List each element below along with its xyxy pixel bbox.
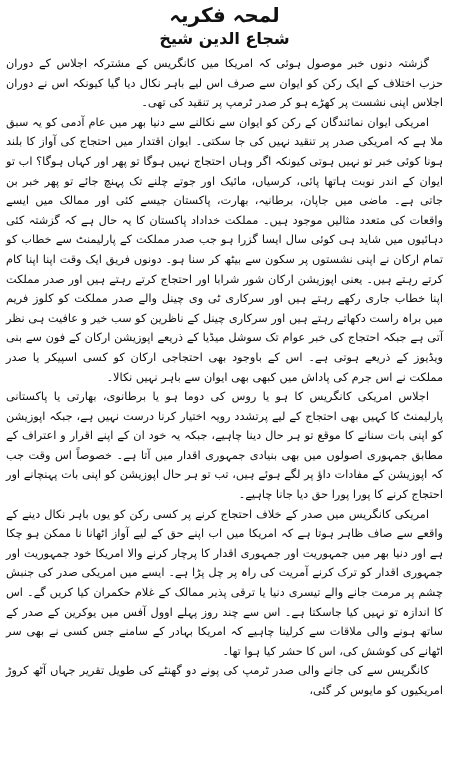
article-body (6, 54, 443, 701)
paragraph: اجلاس امریکی کانگریس کا ہو یا روس کی دوما ہو یا برطانوی، بھارتی یا پاکستانی پارلیمنٹ کا کہیں بھی احتجاج کے لیے پرتشدد رویہ اختیار کرنا درست نہیں ہے، جبکہ اپوزیشن کو اپنی بات سنانے کا موقع تو ہر حال دینا چاہیے، جبکہ یہ خود ان کے اپنے اقرار و اعتراف کے مطابق جمہوری اصولوں میں بھی بنیادی جمہوری اقدار میں آتا ہے۔ خصوصاً اس وقت جب کہ اپوزیشن کے مفادات داؤ پر لگے ہوئے ہیں، تب تو ہر حال اپوزیشن کو اپنی بات پہنچانے اور احتجاج کرنے کا پورا پورا حق دیا جانا چاہیے۔ (6, 390, 443, 502)
column-title: لمحہ فکریہ (169, 3, 280, 27)
column-header (6, 2, 443, 50)
author-name: شجاع الدین شیخ (159, 29, 290, 48)
paragraph: امریکی کانگریس میں صدر کے خلاف احتجاج کرنے پر کسی رکن کو یوں باہر نکال دینے کے واقعے سے صاف ظاہر ہوتا ہے کہ امریکا میں اب اپنے حق کے لیے آواز اٹھانا نا ممکن ہو چکا ہے اور دنیا بھر میں جمہوریت اور جمہوری اقدار کا پرچار کرنے والا امریکا خود جمہوریت اور جمہوری اقدار کو ترک کرنے آمریت کی راہ پر چل پڑا ہے۔ ایسے میں امریکی صدر کی جنبش چشم پر مرمت جانے والے تیسری دنیا یا ترقی پذیر ممالک کے غلام حکمران کیا کریں گے۔ اس کا اندازہ تو نہیں کیا جاسکتا ہے۔ اس سے چند روز پہلے اوول آفس میں یوکرین کے صدر کے ساتھ ہونے والی ملاقات سے کرلینا چاہیے کہ امریکا بہادر کے سامنے جس کسی نے بھی سر اٹھانے کی کوشش کی، اس کا حشر کیا ہوا تھا۔ (6, 507, 443, 658)
paragraph: امریکی ایوان نمائندگان کے رکن کو ایوان سے نکالنے سے دنیا بھر میں عام آدمی کو یہ سبق ملا ہے کہ امریکی صدر پر تنقید نہیں کی جا سکتی۔ ایوان اقتدار میں احتجاج کی آواز کا بلند ہونا کوئی خبر تو نہیں ہوتی کیونکہ اگر وہاں احتجاج نہیں ہوگا تو پھر اور کہاں ہوگا؟ اب تو ایوان کے اندر نوبت ہاتھا پائی، کرسیاں، مائیک اور جوتے چلنے تک پہنچ جائے تو پھر خبر بن جاتی ہے۔ ماضی میں جاپان، برطانیہ، بھارت، پاکستان جیسے کئی اور ممالک میں ایسے واقعات کی متعدد مثالیں موجود ہیں۔ مملکت خداداد پاکستان کا یہ حال ہے کہ گزشتہ کئی دہائیوں میں شاید ہی کوئی سال ایسا گزرا ہو جب صدر مملکت کے پارلیمنٹ سے خطاب کو تمام ارکان نے اپنی نشستوں پر سکون سے بیٹھ کر سنا ہو۔ دونوں فریق ایک وقت اپنا اپنا کام کرتے رہتے ہیں۔ یعنی اپوزیشن ارکان شور شرابا اور احتجاج کرتے رہتے ہیں اور صدر مملکت اپنا خطاب جاری رکھے رہتے ہیں اور سرکاری ٹی وی چینل والے صدر مملکت کو کلوز فریم میں براہ راست دکھاتے رہتے ہیں اور سرکاری چینل کے ناظرین کو سب خیر و عافیت ہی نظر آتی ہے جبکہ احتجاج کی خبر عوام تک سوشل میڈیا کے ذریعے اپوزیشن ارکان کے فون سے بنی ویڈیوز کے ذریعے ہوتی ہے۔ اس کے باوجود بھی احتجاجی ارکان کو کسی اسپیکر یا صدر مملکت نے اس جرم کی پاداش میں کبھی بھی ایوان سے باہر نہیں نکالا۔ (6, 115, 443, 384)
paragraph: گزشتہ دنوں خبر موصول ہوئی کہ امریکا میں کانگریس کے مشترکہ اجلاس کے دوران حزب اختلاف کے ایک رکن کو ایوان سے صرف اس لیے باہر نکال دیا گیا کیونکہ اس نے دوران اجلاس اپنی نشست پر کھڑے ہو کر صدر ٹرمپ پر تنقید کی تھی۔ (6, 57, 443, 110)
paragraph: کانگریس سے کی جانے والی صدر ٹرمپ کی پونے دو گھنٹے کی طویل تقریر جہاں آٹھ کروڑ امریکیوں کو مایوس کر گئی، (6, 664, 443, 697)
